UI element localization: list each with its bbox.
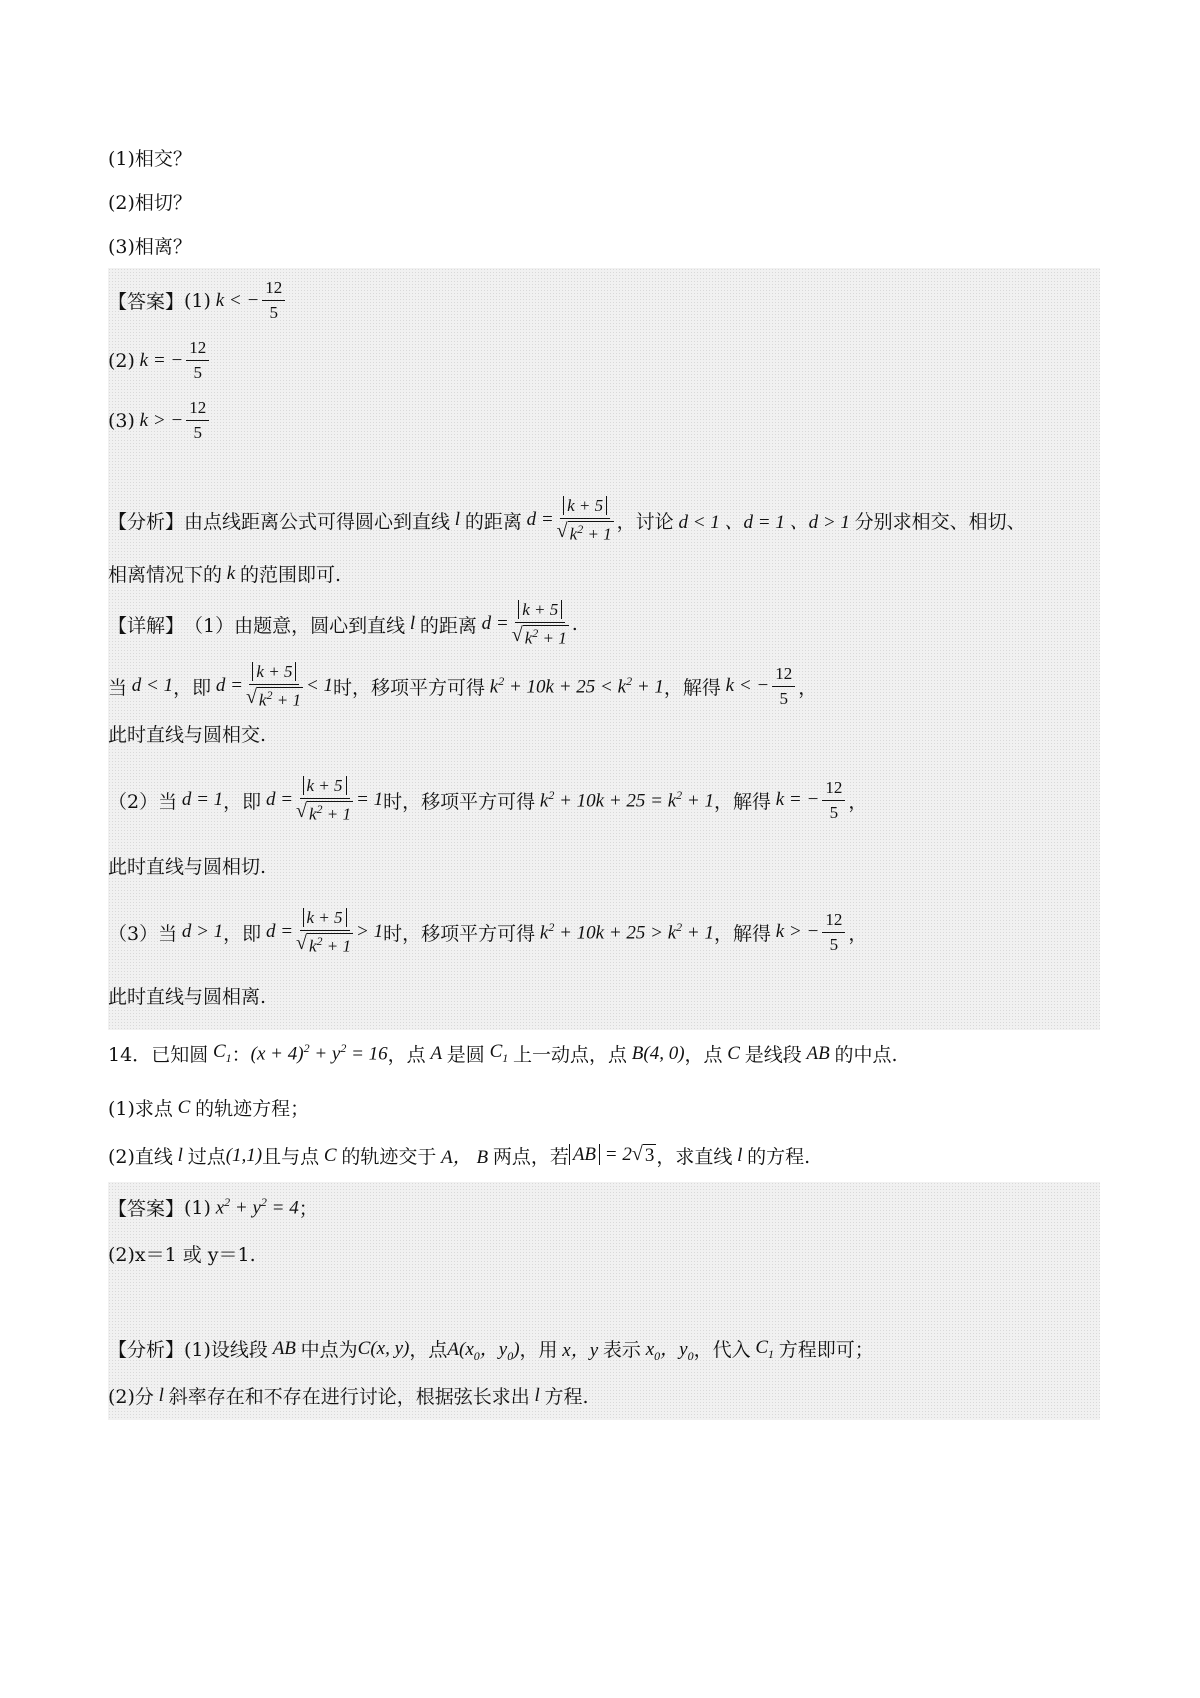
fraction-12-5: $\frac{12}{5}$ (186, 338, 209, 383)
answer-13-line-2: (2) k = − $\frac{12}{5}$ (108, 338, 212, 383)
detail-13-line-2: 当 d < 1 ，即 d = k + 5 √ $k^2 + 1$ < 1 时，移项平方可得 $k^2 + 10k + 25 < k^2 + 1$ ，解得 k < − $\frac{12}{5}$ ， (108, 662, 818, 710)
distance-formula: k + 5 √ $k^2 + 1$ (511, 600, 567, 648)
detail-13-line-1: 【详解】 （1）由题意，圆心到直线 l 的距离 d = k + 5 √ $k^2 + 1$ . (108, 600, 578, 648)
detail-13-conclusion-2: 此时直线与圆相切. (108, 856, 267, 878)
question-1: (1)相交？ (108, 148, 192, 170)
problem-14-part-2: (2)直线 l 过点 (1,1) 且与点 C 的轨迹交于 A， B 两点，若 AB = 2 √ 3 ，求直线 l 的方程. (108, 1143, 811, 1168)
detail-13-conclusion-1: 此时直线与圆相交. (108, 724, 267, 746)
fraction-12-5: $\frac{12}{5}$ (262, 278, 285, 323)
solution-block-13 (108, 268, 1100, 1030)
analysis-13-line-1: 【分析】 由点线距离公式可得圆心到直线 l 的距离 d = k + 5 √ $k^2 + 1$ ，讨论 d < 1 、d = 1 、d > 1 分别求相交、相切、 (108, 496, 1026, 544)
analysis-label: 【分析】 (108, 510, 185, 533)
detail-label: 【详解】 (108, 614, 185, 637)
problem-14-statement: 14． 已知圆 $C_1$ ： $(x + 4)^2 + y^2 = 16$ ，点 A 是圆 $C_1$ 上一动点，点 B(4, 0) ，点 C 是线段 AB 的中点. (108, 1041, 898, 1066)
fraction-12-5: $\frac{12}{5}$ (186, 398, 209, 443)
solution-block-14 (108, 1182, 1100, 1420)
question-2: (2)相切？ (108, 192, 192, 214)
answer-14-line-2: (2)x＝1 或 y＝1. (108, 1244, 256, 1266)
distance-formula: k + 5 √ $k^2 + 1$ (556, 496, 612, 544)
answer-13-line-3: (3) k > − $\frac{12}{5}$ (108, 398, 212, 443)
problem-14-part-1: (1)求点 C 的轨迹方程； (108, 1096, 310, 1120)
answer-14-line-1: 【答案】 (1) $x^2 + y^2 = 4$ ； (108, 1195, 318, 1220)
answer-label: 【答案】 (108, 291, 185, 313)
answer-13-line-1: 【答案】 (1) k < − $\frac{12}{5}$ (108, 278, 288, 323)
analysis-14-line-2: (2)分 l 斜率存在和不存在进行讨论，根据弦长求出 l 方程. (108, 1384, 589, 1408)
question-3: (3)相离？ (108, 236, 192, 258)
detail-13-line-3: （2）当 d = 1 ，即 d = k + 5 √ $k^2 + 1$ = 1 时，移项平方可得 $k^2 + 10k + 25 = k^2 + 1$ ，解得 k = − $\frac{12}{5}$ ， (108, 776, 868, 824)
analysis-14-line-1: 【分析】 (1)设线段 AB 中点为 C(x, y) ，点 $A(x_0$，$y_0$) ，用 x，y 表示 $x_0$，$y_0$ ，代入 $C_1$ 方程即可； (108, 1336, 874, 1363)
analysis-label: 【分析】 (108, 1339, 185, 1362)
analysis-13-line-2: 相离情况下的 k 的范围即可. (108, 562, 341, 586)
answer-label: 【答案】 (108, 1198, 185, 1220)
detail-13-line-4: （3）当 d > 1 ，即 d = k + 5 √ $k^2 + 1$ > 1 时，移项平方可得 $k^2 + 10k + 25 > k^2 + 1$ ，解得 k > − $\frac{12}{5}$ ， (108, 908, 868, 956)
detail-13-conclusion-3: 此时直线与圆相离. (108, 986, 267, 1008)
